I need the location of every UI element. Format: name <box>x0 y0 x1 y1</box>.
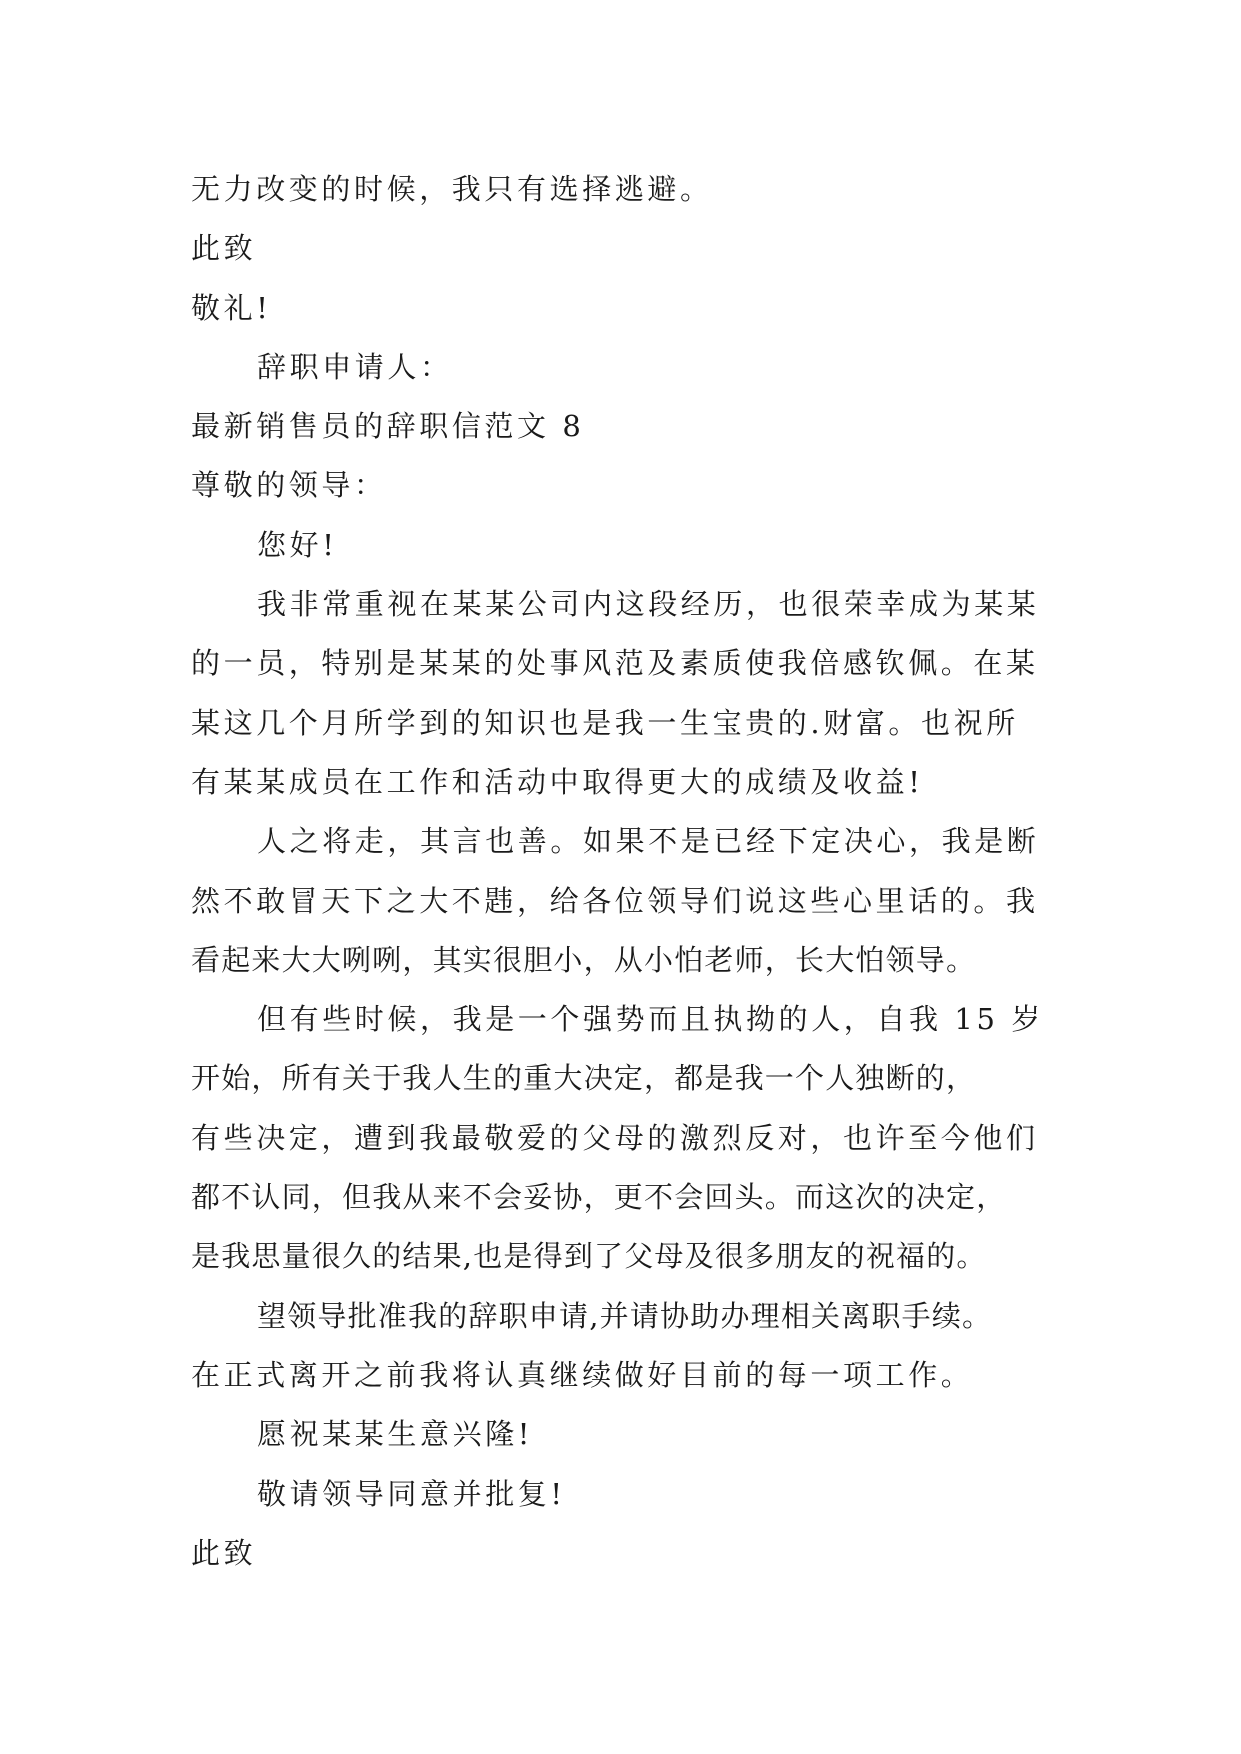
text-line: 看起来大大咧咧，其实很胆小，从小怕老师，长大怕领导。 <box>191 942 977 977</box>
text-line: 敬请领导同意并批复! <box>257 1476 566 1511</box>
text-line: 愿祝某某生意兴隆! <box>257 1417 534 1452</box>
text-line: 的一员，特别是某某的处事风范及素质使我倍感钦佩。在某 <box>191 646 1039 681</box>
closing-salutation: 此致 <box>191 1535 257 1570</box>
text-line: 在正式离开之前我将认真继续做好目前的每一项工作。 <box>191 1357 974 1392</box>
text-line: 人之将走，其言也善。如果不是已经下定决心，我是断 <box>257 824 1040 859</box>
text-line: 某这几个月所学到的知识也是我一生宝贵的.财富。也祝所 <box>191 705 1019 740</box>
text-line: 都不认同，但我从来不会妥协，更不会回头。而这次的决定， <box>191 1180 1007 1215</box>
closing-salutation: 此致 <box>191 231 257 266</box>
letter-body <box>191 160 1071 1583</box>
text-line: 开始，所有关于我人生的重大决定，都是我一个人独断的， <box>191 1061 977 1096</box>
text-line: 有某某成员在工作和活动中取得更大的成绩及收益! <box>191 764 924 799</box>
text-line: 是我思量很久的结果,也是得到了父母及很多朋友的祝福的。 <box>191 1239 987 1274</box>
letter-salutation: 尊敬的领导： <box>191 468 387 503</box>
text-line: 望领导批准我的辞职申请,并请协助办理相关离职手续。 <box>257 1298 993 1333</box>
text-line: 无力改变的时候，我只有选择逃避。 <box>191 172 713 206</box>
closing-regards: 敬礼! <box>191 290 272 325</box>
signature-label: 辞职申请人： <box>257 349 453 384</box>
text-line: 但有些时候，我是一个强势而且执拗的人，自我 15 岁 <box>257 1002 1044 1037</box>
text-line: 然不敢冒天下之大不韪，给各位领导们说这些心里话的。我 <box>191 883 1039 918</box>
greeting: 您好! <box>257 527 338 562</box>
text-line: 有些决定，遭到我最敬爱的父母的激烈反对，也许至今他们 <box>191 1120 1039 1155</box>
text-line: 我非常重视在某某公司内这段经历，也很荣幸成为某某 <box>257 587 1040 622</box>
section-heading: 最新销售员的辞职信范文 8 <box>191 409 585 444</box>
